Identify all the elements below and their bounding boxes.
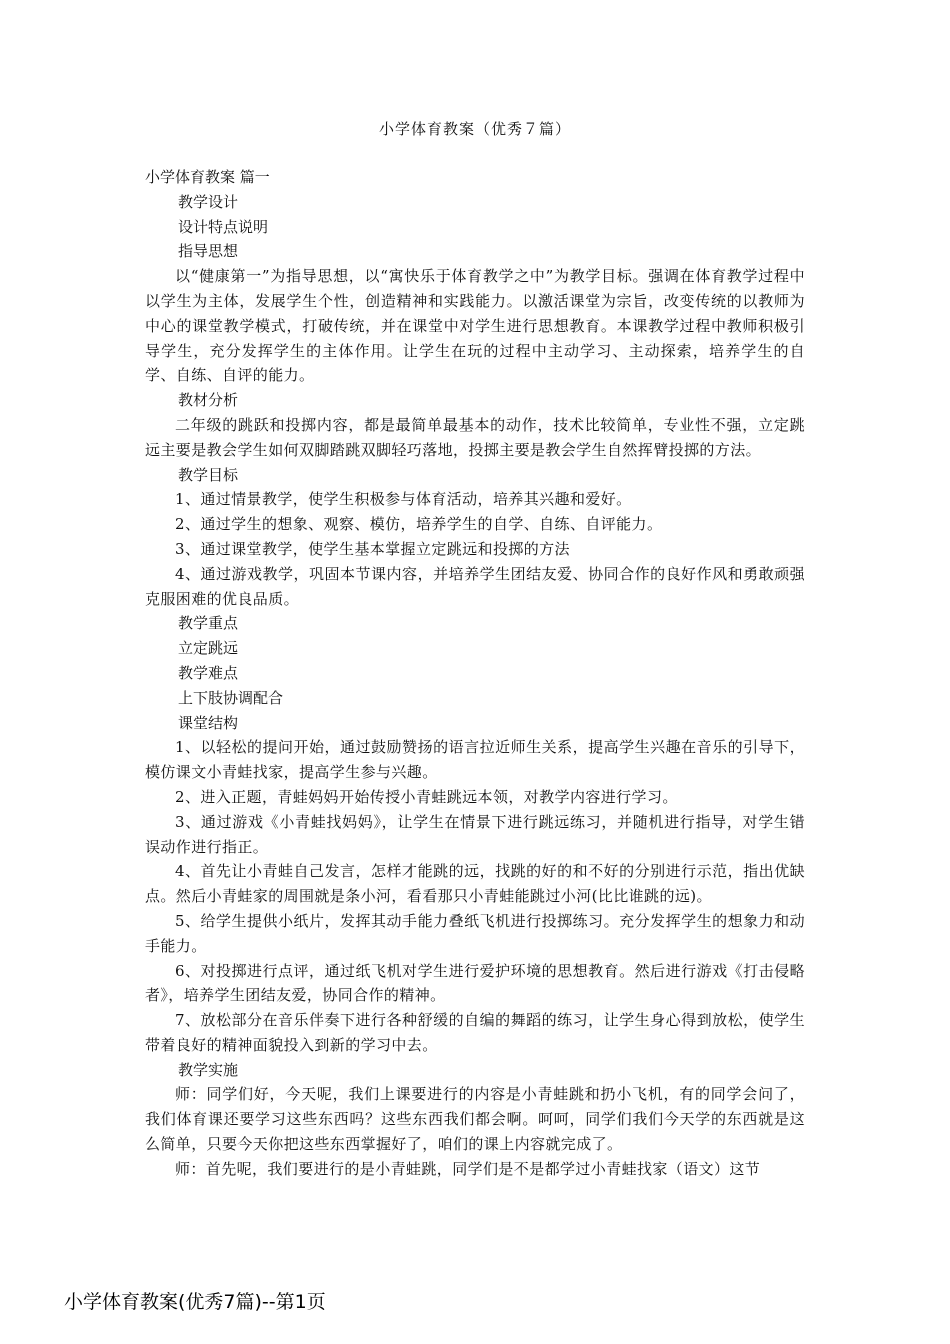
structure-item: 6、对投掷进行点评，通过纸飞机对学生进行爱护环境的思想教育。然后进行游戏《打击侵略者》，培养学生团结友爱，协同合作的精神。 <box>145 961 805 1005</box>
heading-implementation: 教学实施 <box>178 1060 239 1079</box>
structure-item: 5、给学生提供小纸片，发挥其动手能力叠纸飞机进行投掷练习。充分发挥学生的想象力和动手能力。 <box>145 911 805 955</box>
structure-item: 2、进入正题，青蛙妈妈开始传授小青蛙跳远本领，对教学内容进行学习。 <box>175 787 678 806</box>
goal-item: 2、通过学生的想象、观察、模仿，培养学生的自学、自练、自评能力。 <box>175 515 663 534</box>
goal-item: 1、通过情景教学，使学生积极参与体育活动，培养其兴趣和爱好。 <box>175 490 632 509</box>
key-point: 立定跳远 <box>178 639 239 658</box>
paragraph-analysis: 二年级的跳跃和投掷内容，都是最简单最基本的动作，技术比较简单，专业性不强，立定跳远主要是教会学生如何双脚踏跳双脚轻巧落地，投掷主要是教会学生自然挥臂投掷的方法。 <box>145 415 805 459</box>
goal-item: 4、通过游戏教学，巩固本节课内容，并培养学生团结友爱、协同合作的良好作风和勇敢顽强克服困难的优良品质。 <box>145 564 805 608</box>
paragraph-guiding: 以“健康第一”为指导思想，以“寓快乐于体育教学之中”为教学目标。强调在体育教学过程中以学生为主体，发展学生个性，创造精神和实践能力。以激活课堂为宗旨，改变传统的以教师为中心的课堂教学模式，打破传统，并在课堂中对学生进行思想教育。本课教学过程中教师积极引导学生，充分发挥学生的主体作用。让学生在玩的过程中主动学习、主动探索，培养学生的自学、自练、自评的能力。 <box>145 267 805 385</box>
heading-features: 设计特点说明 <box>178 217 269 236</box>
implementation-paragraph: 师：首先呢，我们要进行的是小青蛙跳，同学们是不是都学过小青蛙找家（语文）这节 <box>175 1159 761 1178</box>
heading-analysis: 教材分析 <box>178 391 239 410</box>
heading-difficulty: 教学难点 <box>178 663 239 682</box>
page-footer: 小学体育教案(优秀7篇)--第1页 <box>64 1291 326 1313</box>
heading-goals: 教学目标 <box>178 465 239 484</box>
structure-item: 1、以轻松的提问开始，通过鼓励赞扬的语言拉近师生关系，提高学生兴趣在音乐的引导下，模仿课文小青蛙找家，提高学生参与兴趣。 <box>145 738 805 782</box>
structure-item: 7、放松部分在音乐伴奏下进行各种舒缓的自编的舞蹈的练习，让学生身心得到放松，使学生带着良好的精神面貌投入到新的学习中去。 <box>145 1011 805 1054</box>
implementation-paragraph: 师：同学们好，今天呢，我们上课要进行的内容是小青蛙跳和扔小飞机，有的同学会问了，我们体育课还要学习这些东西吗？这些东西我们都会啊。呵呵，同学们我们今天学的东西就是这么简单，只要今天你把这些东西掌握好了，咱们的课上内容就完成了。 <box>145 1085 805 1154</box>
document-body <box>145 165 805 1182</box>
goal-item: 3、通过课堂教学，使学生基本掌握立定跳远和投掷的方法 <box>175 539 570 558</box>
heading-guiding: 指导思想 <box>178 242 239 261</box>
heading-key: 教学重点 <box>178 614 239 633</box>
difficulty-point: 上下肢协调配合 <box>178 688 284 707</box>
document-title: 小学体育教案（优秀７篇） <box>378 120 571 138</box>
heading-structure: 课堂结构 <box>178 713 239 732</box>
heading-design: 教学设计 <box>178 192 239 211</box>
structure-item: 4、首先让小青蛙自己发言，怎样才能跳的远，找跳的好的和不好的分别进行示范，指出优缺点。然后小青蛙家的周围就是条小河，看看那只小青蛙能跳过小河(比比谁跳的远)。 <box>145 862 805 906</box>
section-heading: 小学体育教案 篇一 <box>145 168 270 186</box>
structure-item: 3、通过游戏《小青蛙找妈妈》，让学生在情景下进行跳远练习，并随机进行指导，对学生错误动作进行指正。 <box>145 812 805 856</box>
